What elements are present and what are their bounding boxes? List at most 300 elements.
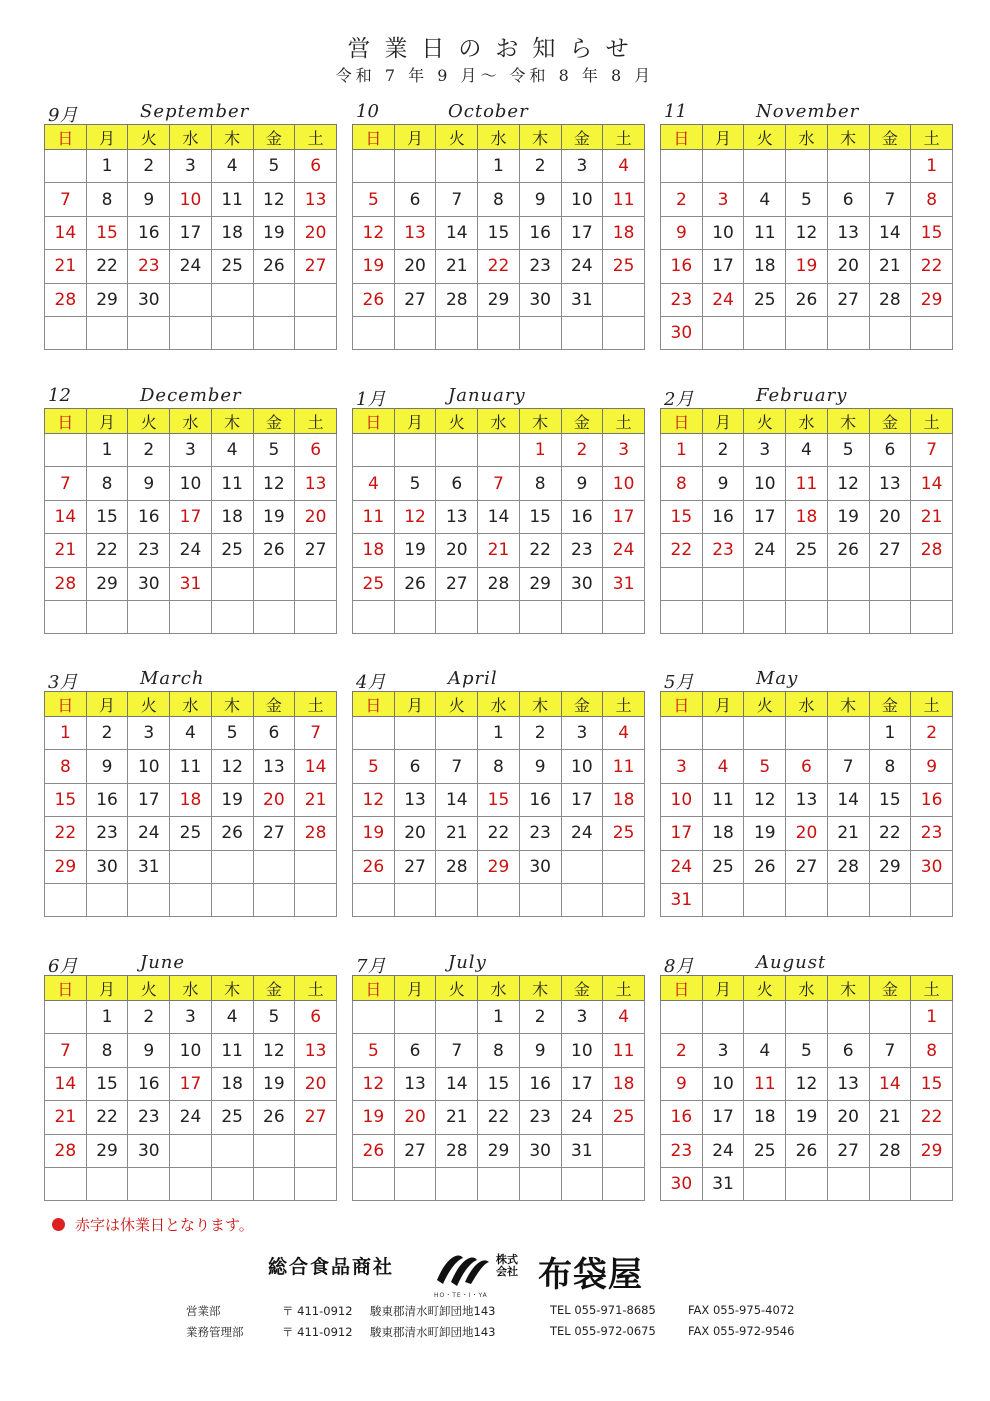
day-cell: 25 xyxy=(211,534,253,567)
weekday-header: 水 xyxy=(786,976,828,1001)
day-cell: 4 xyxy=(603,1001,645,1034)
day-cell: 31 xyxy=(661,883,703,916)
day-cell: 24 xyxy=(561,250,603,283)
day-cell: 5 xyxy=(353,750,395,783)
empty-cell xyxy=(394,316,436,349)
empty-cell xyxy=(45,883,87,916)
day-cell: 15 xyxy=(86,500,128,533)
day-cell: 14 xyxy=(478,500,520,533)
day-cell: 26 xyxy=(827,534,869,567)
day-cell: 24 xyxy=(603,534,645,567)
week-row xyxy=(353,1067,645,1100)
weekday-header-row xyxy=(353,976,645,1001)
weekday-header: 金 xyxy=(253,692,295,717)
day-cell: 5 xyxy=(253,1001,295,1034)
day-cell: 6 xyxy=(436,467,478,500)
month-name: December xyxy=(140,385,242,406)
week-row xyxy=(45,183,337,216)
day-cell: 25 xyxy=(353,567,395,600)
day-cell: 23 xyxy=(86,817,128,850)
week-row xyxy=(661,1101,953,1134)
empty-cell xyxy=(211,1167,253,1200)
day-cell: 28 xyxy=(436,1134,478,1167)
day-cell: 31 xyxy=(128,850,170,883)
day-cell: 16 xyxy=(519,783,561,816)
day-cell: 20 xyxy=(786,817,828,850)
empty-cell xyxy=(661,567,703,600)
day-cell: 15 xyxy=(45,783,87,816)
day-cell: 19 xyxy=(394,534,436,567)
empty-cell xyxy=(211,567,253,600)
empty-cell xyxy=(561,600,603,633)
weekday-header: 日 xyxy=(353,409,395,434)
day-cell: 7 xyxy=(45,1034,87,1067)
day-cell: 30 xyxy=(128,567,170,600)
empty-cell xyxy=(253,1134,295,1167)
day-cell: 26 xyxy=(353,283,395,316)
week-row xyxy=(661,500,953,533)
weekday-header: 火 xyxy=(436,125,478,150)
empty-cell xyxy=(603,316,645,349)
day-cell: 14 xyxy=(869,1067,911,1100)
empty-cell xyxy=(869,1167,911,1200)
weekday-header: 水 xyxy=(786,692,828,717)
day-cell: 3 xyxy=(561,1001,603,1034)
day-cell: 12 xyxy=(744,783,786,816)
empty-cell xyxy=(128,600,170,633)
day-cell: 5 xyxy=(394,467,436,500)
empty-cell xyxy=(827,1167,869,1200)
day-cell: 19 xyxy=(253,500,295,533)
weekday-header: 金 xyxy=(253,976,295,1001)
empty-cell xyxy=(661,1001,703,1034)
empty-cell xyxy=(786,567,828,600)
day-cell: 20 xyxy=(295,1067,337,1100)
month-name: January xyxy=(448,385,526,406)
empty-cell xyxy=(170,1134,212,1167)
empty-cell xyxy=(353,316,395,349)
empty-cell xyxy=(128,1167,170,1200)
legend xyxy=(52,1214,254,1235)
day-cell: 9 xyxy=(911,750,953,783)
week-row xyxy=(353,183,645,216)
day-cell: 26 xyxy=(253,250,295,283)
day-cell: 19 xyxy=(786,1101,828,1134)
empty-cell xyxy=(519,316,561,349)
week-row xyxy=(353,783,645,816)
day-cell: 14 xyxy=(436,1067,478,1100)
week-row xyxy=(353,500,645,533)
empty-cell xyxy=(253,316,295,349)
empty-cell xyxy=(436,434,478,467)
day-cell: 14 xyxy=(295,750,337,783)
empty-cell xyxy=(353,434,395,467)
day-cell: 16 xyxy=(911,783,953,816)
month-number: 4月 xyxy=(356,672,386,693)
day-cell: 8 xyxy=(519,467,561,500)
day-cell: 6 xyxy=(827,1034,869,1067)
day-cell: 26 xyxy=(786,283,828,316)
day-cell: 19 xyxy=(744,817,786,850)
day-cell: 15 xyxy=(869,783,911,816)
day-cell: 21 xyxy=(436,817,478,850)
week-row xyxy=(661,316,953,349)
day-cell: 10 xyxy=(702,216,744,249)
day-cell: 7 xyxy=(869,183,911,216)
day-cell: 23 xyxy=(519,817,561,850)
day-cell: 22 xyxy=(478,250,520,283)
week-row xyxy=(661,1167,953,1200)
day-cell: 29 xyxy=(478,850,520,883)
weekday-header: 土 xyxy=(603,409,645,434)
month-calendar xyxy=(352,382,645,634)
day-cell: 6 xyxy=(786,750,828,783)
day-cell: 31 xyxy=(170,567,212,600)
weekday-header: 木 xyxy=(211,409,253,434)
empty-cell xyxy=(394,600,436,633)
weekday-header: 土 xyxy=(911,125,953,150)
day-cell: 3 xyxy=(702,1034,744,1067)
weekday-header: 火 xyxy=(128,976,170,1001)
day-cell: 20 xyxy=(394,817,436,850)
empty-cell xyxy=(253,883,295,916)
day-cell: 10 xyxy=(661,783,703,816)
weekday-header: 金 xyxy=(561,976,603,1001)
day-cell: 8 xyxy=(478,183,520,216)
weekday-header: 火 xyxy=(436,976,478,1001)
office-tel: TEL 055-971-8685 xyxy=(550,1303,656,1317)
week-row xyxy=(661,283,953,316)
empty-cell xyxy=(869,567,911,600)
empty-cell xyxy=(86,883,128,916)
company-label: 総合食品商社 xyxy=(268,1256,395,1278)
month-calendar xyxy=(660,949,953,1201)
empty-cell xyxy=(436,717,478,750)
weekday-header: 火 xyxy=(436,409,478,434)
week-row xyxy=(45,1001,337,1034)
weekday-header: 金 xyxy=(869,692,911,717)
day-cell: 9 xyxy=(128,467,170,500)
day-cell: 4 xyxy=(211,434,253,467)
weekday-header: 木 xyxy=(519,125,561,150)
day-cell: 4 xyxy=(170,717,212,750)
office-address: 駿東郡清水町卸団地143 xyxy=(370,1304,496,1318)
empty-cell xyxy=(744,600,786,633)
day-cell: 6 xyxy=(394,183,436,216)
weekday-header-row xyxy=(661,409,953,434)
empty-cell xyxy=(211,316,253,349)
empty-cell xyxy=(478,1167,520,1200)
day-cell: 7 xyxy=(45,467,87,500)
day-cell: 16 xyxy=(86,783,128,816)
day-cell: 25 xyxy=(744,1134,786,1167)
week-row xyxy=(661,1134,953,1167)
day-cell: 6 xyxy=(394,1034,436,1067)
day-cell: 29 xyxy=(478,283,520,316)
weekday-header-row xyxy=(353,692,645,717)
day-cell: 31 xyxy=(603,567,645,600)
empty-cell xyxy=(295,1167,337,1200)
month-calendar xyxy=(660,98,953,350)
day-cell: 16 xyxy=(702,500,744,533)
month-name: July xyxy=(448,952,487,973)
day-cell: 2 xyxy=(561,434,603,467)
day-cell: 15 xyxy=(911,1067,953,1100)
day-cell: 11 xyxy=(211,1034,253,1067)
month-table xyxy=(44,691,337,917)
weekday-header: 日 xyxy=(353,125,395,150)
day-cell: 12 xyxy=(786,1067,828,1100)
empty-cell xyxy=(786,600,828,633)
week-row xyxy=(353,250,645,283)
day-cell: 3 xyxy=(702,183,744,216)
day-cell: 1 xyxy=(478,1001,520,1034)
period-subtitle: 令和 7 年 9 月〜 令和 8 年 8 月 xyxy=(335,66,655,85)
day-cell: 15 xyxy=(519,500,561,533)
day-cell: 25 xyxy=(786,534,828,567)
month-number: 6月 xyxy=(48,956,78,977)
week-row xyxy=(45,534,337,567)
day-cell: 18 xyxy=(211,500,253,533)
month-calendar xyxy=(660,665,953,917)
day-cell: 15 xyxy=(478,216,520,249)
day-cell: 4 xyxy=(702,750,744,783)
week-row xyxy=(45,150,337,183)
day-cell: 16 xyxy=(661,1101,703,1134)
month-number: 12 xyxy=(48,385,71,406)
weekday-header: 月 xyxy=(86,976,128,1001)
day-cell: 27 xyxy=(436,567,478,600)
empty-cell xyxy=(603,600,645,633)
empty-cell xyxy=(394,717,436,750)
day-cell: 17 xyxy=(128,783,170,816)
week-row xyxy=(353,283,645,316)
day-cell: 21 xyxy=(45,1101,87,1134)
month-header xyxy=(352,665,645,691)
day-cell: 14 xyxy=(911,467,953,500)
day-cell: 24 xyxy=(561,817,603,850)
day-cell: 15 xyxy=(86,216,128,249)
week-row xyxy=(661,1067,953,1100)
weekday-header: 月 xyxy=(702,409,744,434)
day-cell: 26 xyxy=(394,567,436,600)
day-cell: 23 xyxy=(702,534,744,567)
weekday-header: 木 xyxy=(211,692,253,717)
week-row xyxy=(661,1034,953,1067)
day-cell: 26 xyxy=(353,850,395,883)
weekday-header: 水 xyxy=(170,409,212,434)
month-number: 1月 xyxy=(356,389,386,410)
day-cell: 17 xyxy=(744,500,786,533)
day-cell: 21 xyxy=(869,1101,911,1134)
empty-cell xyxy=(786,1167,828,1200)
empty-cell xyxy=(436,1167,478,1200)
day-cell: 9 xyxy=(661,216,703,249)
weekday-header: 水 xyxy=(478,409,520,434)
month-number: 11 xyxy=(664,101,687,122)
month-table xyxy=(352,691,645,917)
day-cell: 7 xyxy=(295,717,337,750)
week-row xyxy=(45,567,337,600)
day-cell: 27 xyxy=(394,283,436,316)
month-number: 2月 xyxy=(664,389,694,410)
weekday-header: 月 xyxy=(86,125,128,150)
day-cell: 31 xyxy=(702,1167,744,1200)
day-cell: 4 xyxy=(353,467,395,500)
day-cell: 12 xyxy=(786,216,828,249)
weekday-header: 木 xyxy=(519,976,561,1001)
day-cell: 9 xyxy=(519,750,561,783)
empty-cell xyxy=(253,600,295,633)
day-cell: 5 xyxy=(786,1034,828,1067)
day-cell: 30 xyxy=(519,283,561,316)
weekday-header: 土 xyxy=(911,409,953,434)
day-cell: 6 xyxy=(295,434,337,467)
day-cell: 20 xyxy=(827,250,869,283)
day-cell: 8 xyxy=(86,183,128,216)
day-cell: 7 xyxy=(436,1034,478,1067)
day-cell: 2 xyxy=(519,150,561,183)
day-cell: 21 xyxy=(436,1101,478,1134)
week-row xyxy=(661,467,953,500)
day-cell: 23 xyxy=(519,1101,561,1134)
day-cell: 29 xyxy=(478,1134,520,1167)
month-header xyxy=(352,98,645,124)
week-row xyxy=(661,717,953,750)
weekday-header: 日 xyxy=(45,125,87,150)
day-cell: 20 xyxy=(295,500,337,533)
day-cell: 1 xyxy=(86,1001,128,1034)
month-table xyxy=(44,408,337,634)
empty-cell xyxy=(702,150,744,183)
day-cell: 17 xyxy=(661,817,703,850)
weekday-header: 水 xyxy=(478,692,520,717)
empty-cell xyxy=(561,1167,603,1200)
day-cell: 29 xyxy=(86,1134,128,1167)
empty-cell xyxy=(702,1001,744,1034)
weekday-header: 月 xyxy=(702,976,744,1001)
empty-cell xyxy=(744,150,786,183)
day-cell: 18 xyxy=(211,1067,253,1100)
day-cell: 9 xyxy=(86,750,128,783)
month-header xyxy=(660,665,953,691)
empty-cell xyxy=(702,316,744,349)
empty-cell xyxy=(295,567,337,600)
empty-cell xyxy=(827,1001,869,1034)
empty-cell xyxy=(170,600,212,633)
day-cell: 21 xyxy=(295,783,337,816)
day-cell: 4 xyxy=(211,150,253,183)
day-cell: 10 xyxy=(561,183,603,216)
day-cell: 20 xyxy=(869,500,911,533)
day-cell: 26 xyxy=(253,534,295,567)
month-table xyxy=(660,124,953,350)
day-cell: 9 xyxy=(128,183,170,216)
empty-cell xyxy=(211,1134,253,1167)
day-cell: 18 xyxy=(702,817,744,850)
day-cell: 5 xyxy=(353,183,395,216)
empty-cell xyxy=(436,883,478,916)
day-cell: 12 xyxy=(211,750,253,783)
empty-cell xyxy=(295,283,337,316)
month-header xyxy=(44,98,337,124)
day-cell: 11 xyxy=(603,183,645,216)
day-cell: 25 xyxy=(211,1101,253,1134)
day-cell: 24 xyxy=(170,534,212,567)
day-cell: 19 xyxy=(253,1067,295,1100)
week-row xyxy=(661,883,953,916)
month-table xyxy=(660,408,953,634)
empty-cell xyxy=(702,717,744,750)
day-cell: 20 xyxy=(827,1101,869,1134)
week-row xyxy=(661,534,953,567)
week-row xyxy=(353,567,645,600)
empty-cell xyxy=(519,1167,561,1200)
day-cell: 18 xyxy=(603,216,645,249)
month-name: May xyxy=(756,668,799,689)
day-cell: 8 xyxy=(911,183,953,216)
day-cell: 5 xyxy=(353,1034,395,1067)
day-cell: 9 xyxy=(519,1034,561,1067)
empty-cell xyxy=(86,600,128,633)
day-cell: 25 xyxy=(170,817,212,850)
day-cell: 28 xyxy=(869,283,911,316)
empty-cell xyxy=(869,883,911,916)
week-row xyxy=(45,1167,337,1200)
empty-cell xyxy=(827,600,869,633)
week-row xyxy=(45,883,337,916)
empty-cell xyxy=(744,316,786,349)
empty-cell xyxy=(869,1001,911,1034)
day-cell: 19 xyxy=(211,783,253,816)
month-header xyxy=(44,382,337,408)
day-cell: 30 xyxy=(519,1134,561,1167)
week-row xyxy=(45,1101,337,1134)
empty-cell xyxy=(211,600,253,633)
day-cell: 11 xyxy=(603,750,645,783)
day-cell: 29 xyxy=(86,283,128,316)
day-cell: 2 xyxy=(519,717,561,750)
week-row xyxy=(661,567,953,600)
day-cell: 11 xyxy=(744,216,786,249)
month-header xyxy=(660,98,953,124)
weekday-header: 火 xyxy=(744,409,786,434)
weekday-header-row xyxy=(661,125,953,150)
weekday-header: 水 xyxy=(170,692,212,717)
month-name: June xyxy=(140,952,186,973)
day-cell: 22 xyxy=(478,817,520,850)
empty-cell xyxy=(128,316,170,349)
month-number: 8月 xyxy=(664,956,694,977)
empty-cell xyxy=(253,1167,295,1200)
day-cell: 7 xyxy=(436,183,478,216)
day-cell: 5 xyxy=(253,434,295,467)
weekday-header: 火 xyxy=(128,409,170,434)
weekday-header: 木 xyxy=(211,125,253,150)
day-cell: 3 xyxy=(561,717,603,750)
office-postal: 〒 411-0912 xyxy=(282,1325,353,1339)
week-row xyxy=(353,750,645,783)
day-cell: 27 xyxy=(295,250,337,283)
empty-cell xyxy=(211,850,253,883)
empty-cell xyxy=(128,883,170,916)
day-cell: 13 xyxy=(295,467,337,500)
weekday-header: 金 xyxy=(869,125,911,150)
day-cell: 21 xyxy=(827,817,869,850)
week-row xyxy=(661,183,953,216)
weekday-header: 日 xyxy=(45,409,87,434)
weekday-header: 土 xyxy=(603,692,645,717)
